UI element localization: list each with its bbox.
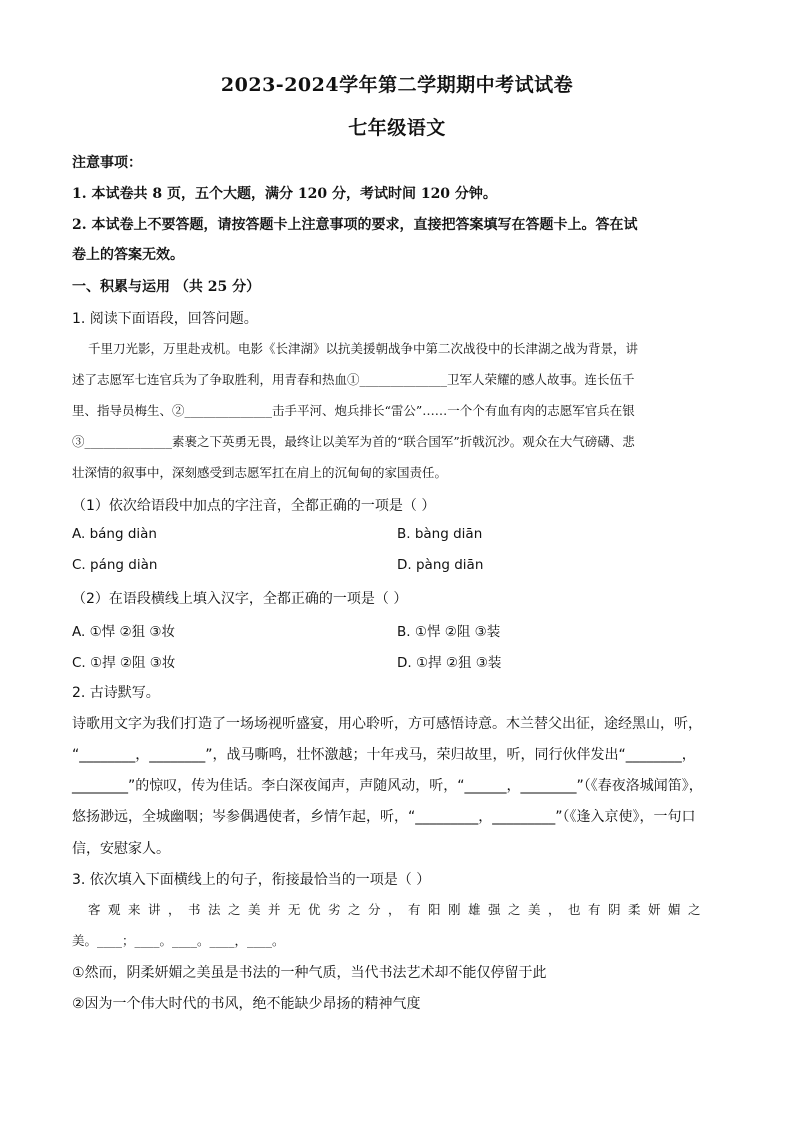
passage-line-3: 里、指导员梅生、②______________击手平河、炮兵排长“雷公”……一个个有血有肉的志愿军官兵在银 — [72, 403, 635, 418]
poetry-line-5: 信，安慰家人。 — [72, 841, 170, 857]
option-c: C. páng diàn — [72, 557, 158, 573]
option-b: B. bàng diān — [397, 526, 483, 542]
passage-line-1: 千里刀光影，万里赴戎机。电影《长津湖》以抗美援朝战争中第二次战役中的长津湖之战为背景，讲 — [88, 341, 639, 356]
option-b: B. ①悍 ②阻 ③装 — [397, 624, 501, 640]
notes-item-2-line-1: 2. 本试卷上不要答题，请按答题卡上注意事项的要求，直接把答案填写在答题卡上。答在试 — [72, 217, 638, 233]
poetry-line-3: ________”的惊叹，传为佳话。李白深夜闻声，声随风动，听，“______，________”（《春夜洛城闻笛》， — [72, 778, 703, 794]
notes-item-2-line-2: 卷上的答案无效。 — [72, 247, 184, 263]
q3-sentence-1: ①然而，阴柔妍媚之美虽是书法的一种气质，当代书法艺术却不能仅停留于此 — [72, 965, 547, 981]
q3-sentence-2: ②因为一个伟大时代的书风，绝不能缺少昂扬的精神气度 — [72, 996, 421, 1012]
option-d: D. pàng diān — [397, 557, 484, 573]
poetry-line-1: 诗歌用文字为我们打造了一场场视听盛宴，用心聆听，方可感悟诗意。木兰替父出征，途经黑山，听， — [72, 716, 702, 732]
subquestion-2-prompt: （2）在语段横线上填入汉字，全都正确的一项是（ ） — [72, 591, 408, 607]
question-3-prompt: 3. 依次填入下面横线上的句子，衔接最恰当的一项是（ ） — [72, 872, 431, 888]
section-heading: 一、积累与运用 （共 25 分） — [72, 279, 261, 295]
option-c: C. ①捍 ②阻 ③妆 — [72, 655, 176, 671]
option-a: A. ①悍 ②狙 ③妆 — [72, 624, 175, 640]
question-1-prompt: 1. 阅读下面语段，回答问题。 — [72, 311, 258, 327]
notes-heading: 注意事项： — [72, 155, 142, 171]
passage-line-2: 述了志愿军七连官兵为了争取胜利，用青春和热血①______________卫军人荣耀的感人故事。连长伍千 — [72, 372, 635, 387]
q3-passage-line-1: 客观来讲，书法之美并无优劣之分，有阳刚雄强之美，也有阴柔妍媚之 — [88, 902, 709, 917]
option-d: D. ①捍 ②狙 ③装 — [397, 655, 502, 671]
passage-line-4: ③______________素裹之下英勇无畏，最终让以美军为首的“联合国军”折戟沉沙。观众在大气磅礴、悲 — [72, 434, 635, 449]
exam-subtitle: 七年级语文 — [348, 117, 446, 139]
poetry-line-4: 悠扬渺远，全城幽咽；岑参偶遇使者，乡情乍起，听，“_________，_________”（《逢入京使》，一句口 — [72, 809, 696, 825]
passage-line-5: 壮深情的叙事中，深刻感受到志愿军扛在肩上的沉甸甸的家国责任。 — [72, 465, 448, 480]
q3-passage-line-2: 美。____；____。____。____，____。 — [72, 933, 285, 948]
exam-title: 2023-2024学年第二学期期中考试试卷 — [220, 74, 574, 96]
poetry-line-2: “________，________”，战马嘶鸣，壮怀激越；十年戎马，荣归故里，听，同行伙伴发出“________， — [72, 747, 696, 763]
subquestion-1-prompt: （1）依次给语段中加点的字注音，全都正确的一项是（ ） — [72, 498, 436, 514]
option-a: A. báng diàn — [72, 526, 157, 542]
notes-item-1: 1. 本试卷共 8 页，五个大题，满分 120 分，考试时间 120 分钟。 — [72, 186, 497, 202]
question-2-prompt: 2. 古诗默写。 — [72, 685, 160, 701]
